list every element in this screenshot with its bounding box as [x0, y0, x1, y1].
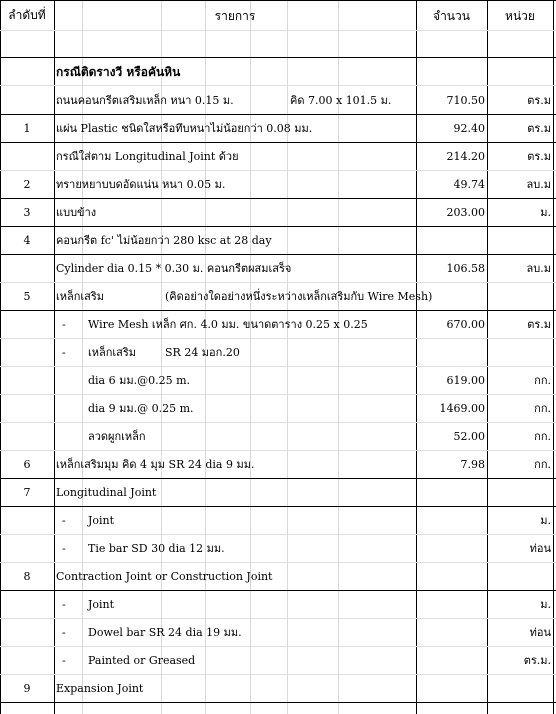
row-item: Wire Mesh เหล็ก ศก. 4.0 มม. ขนาดตาราง 0.25 x 0.25 — [88, 318, 368, 331]
row-item: ถนนคอนกรีตเสริมเหล็ก หนา 0.15 ม. — [56, 94, 234, 107]
section-title: กรณีติดรางวี หรือคันหิน — [56, 65, 181, 79]
row-unit: ท่อน — [529, 626, 551, 639]
row-amount: 92.40 — [453, 122, 485, 135]
row-amount: 710.50 — [446, 94, 485, 107]
row-unit: ตร.ม — [527, 150, 551, 163]
table-row — [0, 254, 556, 282]
table-row — [0, 226, 556, 254]
row-item: เหล็กเสริม — [88, 346, 137, 359]
header-amount: จำนวน — [433, 9, 470, 23]
table-row — [0, 478, 556, 506]
table-row — [0, 506, 556, 534]
row-unit: ตร.ม — [527, 122, 551, 135]
table-row — [0, 422, 556, 450]
row-item: Dowel bar SR 24 dia 19 มม. — [88, 626, 242, 639]
table-row — [0, 646, 556, 674]
row-number: 2 — [23, 178, 31, 191]
row-unit: ม. — [540, 514, 551, 527]
row-unit: ลบ.ม — [526, 178, 551, 191]
table-row — [0, 562, 556, 590]
row-number: 9 — [23, 682, 31, 695]
row-amount: 7.98 — [460, 458, 485, 471]
row-dash: - — [62, 318, 66, 331]
row-item: Cylinder dia 0.15 * 0.30 ม. คอนกรีตผสมเสร็จ — [56, 262, 292, 275]
row-item: คอนกรีต fc' ไม่น้อยกว่า 280 ksc at 28 day — [56, 234, 272, 247]
row-unit: กก. — [534, 430, 551, 443]
row-amount: 49.74 — [453, 178, 485, 191]
row-number: 8 — [23, 570, 31, 583]
row-amount: 1469.00 — [439, 402, 485, 415]
table-row — [0, 310, 556, 338]
row-item: แผ่น Plastic ชนิดใสหรือทึบหนาไม่น้อยกว่า 0.08 มม. — [56, 122, 313, 135]
row-item: Joint — [88, 598, 115, 611]
row-item: ลวดผูกเหล็ก — [88, 430, 146, 443]
row-unit: ม. — [540, 598, 551, 611]
row-amount: 670.00 — [446, 318, 485, 331]
row-amount: 203.00 — [446, 206, 485, 219]
row-item: เหล็กเสริม — [56, 290, 105, 303]
row-number: 3 — [23, 206, 31, 219]
row-item-detail: (คิดอย่างใดอย่างหนึ่งระหว่างเหล็กเสริมกับ Wire Mesh) — [165, 290, 433, 303]
row-item: แบบข้าง — [56, 206, 97, 219]
row-amount: 214.20 — [446, 150, 485, 163]
row-number: 6 — [23, 458, 31, 471]
table-row — [0, 338, 556, 366]
table-row — [0, 590, 556, 618]
table-row — [0, 198, 556, 226]
row-unit: ตร.ม — [527, 94, 551, 107]
row-item: Expansion Joint — [56, 682, 144, 695]
table-row — [0, 282, 556, 310]
row-item: Painted or Greased — [88, 654, 196, 667]
row-dash: - — [62, 542, 66, 555]
row-item-detail: คิด 7.00 x 101.5 ม. — [290, 94, 392, 107]
table-row — [0, 86, 556, 114]
row-number: 4 — [23, 234, 31, 247]
row-unit: กก. — [534, 374, 551, 387]
table-row — [0, 618, 556, 646]
row-item: Contraction Joint or Construction Joint — [56, 570, 273, 583]
header-unit: หน่วย — [505, 9, 535, 23]
row-dash: - — [62, 626, 66, 639]
row-unit: ม. — [540, 206, 551, 219]
header-item: รายการ — [214, 9, 256, 23]
row-amount: 106.58 — [446, 262, 485, 275]
row-amount: 52.00 — [453, 430, 485, 443]
row-item: Tie bar SD 30 dia 12 มม. — [88, 542, 225, 555]
row-item: dia 9 มม.@ 0.25 m. — [88, 402, 194, 415]
row-amount: 619.00 — [446, 374, 485, 387]
row-unit: กก. — [534, 458, 551, 471]
row-item: ทรายหยาบบดอัดแน่น หนา 0.05 ม. — [56, 178, 226, 191]
table-row — [0, 170, 556, 198]
row-unit: ตร.ม. — [523, 654, 551, 667]
row-dash: - — [62, 346, 66, 359]
row-item: Joint — [88, 514, 115, 527]
table-row — [0, 142, 556, 170]
row-unit: ท่อน — [529, 542, 551, 555]
row-number: 1 — [23, 122, 31, 135]
table-row — [0, 674, 556, 702]
row-dash: - — [62, 654, 66, 667]
row-item-detail: SR 24 มอก.20 — [165, 346, 240, 359]
row-item: เหล็กเสริมมุม คิด 4 มุม SR 24 dia 9 มม. — [56, 458, 255, 471]
row-dash: - — [62, 514, 66, 527]
row-unit: ตร.ม — [527, 318, 551, 331]
row-item: Longitudinal Joint — [56, 486, 157, 499]
row-unit: ลบ.ม — [526, 262, 551, 275]
row-unit: กก. — [534, 402, 551, 415]
row-number: 7 — [23, 486, 31, 499]
row-item: dia 6 มม.@0.25 m. — [88, 374, 191, 387]
header-no: ลำดับที่ — [8, 8, 46, 22]
table-row — [0, 394, 556, 422]
row-item: กรณีใส่ตาม Longitudinal Joint ด้วย — [56, 150, 239, 163]
table-row — [0, 366, 556, 394]
table-row — [0, 114, 556, 142]
row-number: 5 — [23, 290, 31, 303]
table-row — [0, 450, 556, 478]
table-row — [0, 534, 556, 562]
row-dash: - — [62, 598, 66, 611]
